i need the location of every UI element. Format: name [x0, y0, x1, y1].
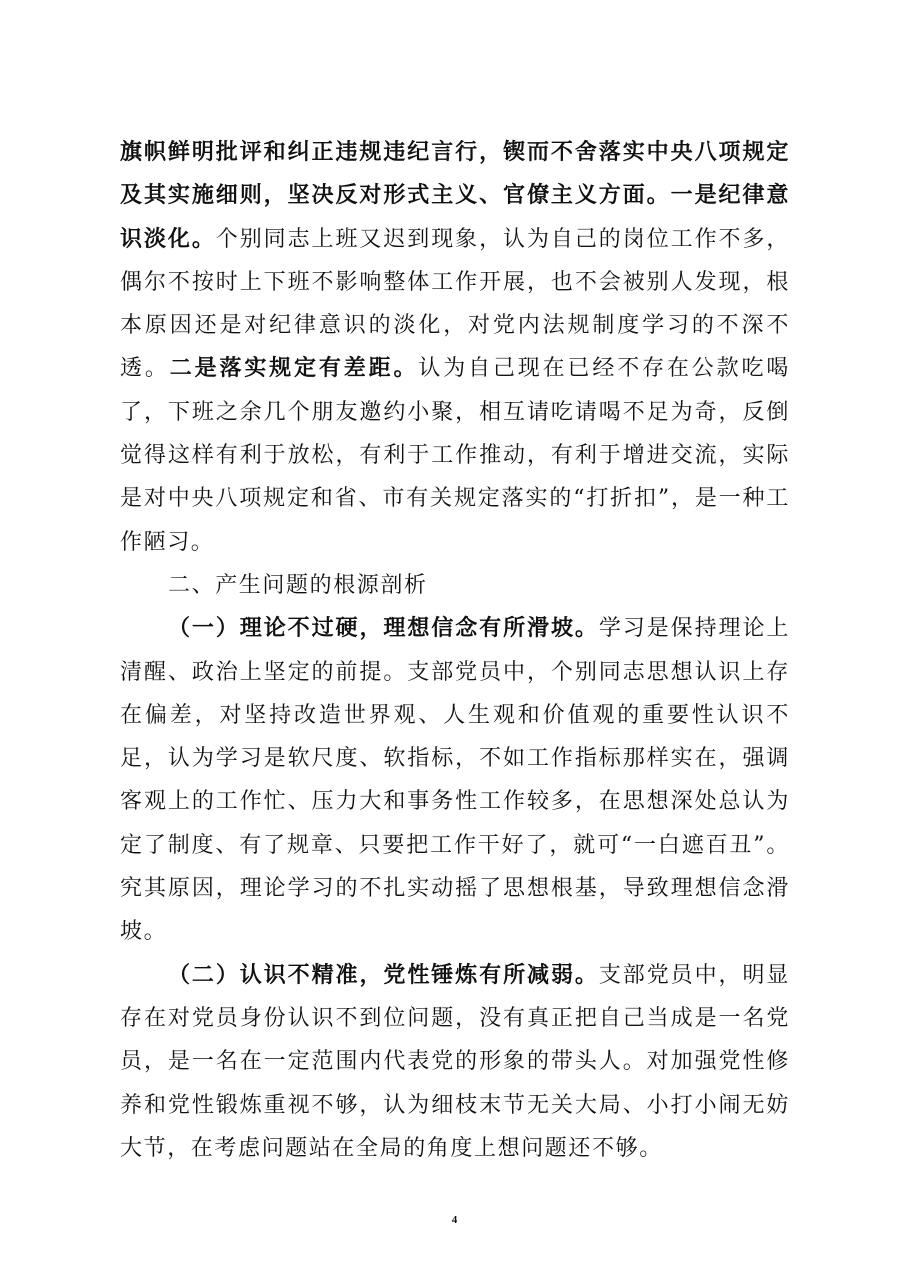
section-heading: 二、产生问题的根源剖析 [168, 572, 428, 598]
paragraph-cognition-issues [120, 954, 790, 1170]
body-text: 支部党员中，明显存在对党员身份认识不到位问题，没有真正把自己当成是一名党员，是一名在一定范围内代表党的形象的带头人。对加强党性修养和党性锻炼重视不够，认为细枝末节无关大局、小打小闹无妨大节，在考虑问题站在全局的角度上想问题还不够。 [120, 962, 790, 1161]
paragraph-discipline-issues [120, 131, 790, 564]
bold-lead-text: 二是落实规定有差距。 [169, 355, 419, 382]
body-text: 认为自己现在已经不存在公款吃喝了，下班之余几个朋友邀约小聚，相互请吃请喝不足为奇，反倒觉得这样有利于放松，有利于工作推动，有利于增进交流，实际是对中央八项规定和省、市有关规定落实的“打折扣”，是一种工作陋习。 [120, 356, 790, 555]
body-text: 个别同志上班又迟到现象，认为自己的岗位工作不多，偶尔不按时上下班不影响整体工作开展，也不会被别人发现，根本原因还是对纪律意识的淡化，对党内法规制度学习的不深不透。 [120, 226, 790, 382]
bold-lead-text: （二）认识不精准，党性锤炼有所减弱。 [168, 961, 599, 988]
bold-lead-text: 旗帜鲜明批评和纠正违规违纪言行，锲而不舍落实中央八项规定及其实施细则，坚决反对形式主义、官僚主义方面。一是纪律意识淡化。 [120, 139, 790, 252]
page-number: 4 [451, 1214, 458, 1226]
paragraph-theory-issues [120, 607, 790, 953]
body-text: 学习是保持理论上清醒、政治上坚定的前提。支部党员中，个别同志思想认识上存在偏差，对坚持改造世界观、人生观和价值观的重要性认识不足，认为学习是软尺度、软指标，不如工作指标那样实在，强调客观上的工作忙、压力大和事务性工作较多，在思想深处总认为定了制度、有了规章、只要把工作干好了，就可“一白遮百丑”。究其原因，理论学习的不扎实动摇了思想根基，导致理想信念滑坡。 [120, 616, 790, 945]
document-body [120, 131, 790, 1170]
bold-lead-text: （一）理论不过硬，理想信念有所滑坡。 [168, 615, 599, 642]
